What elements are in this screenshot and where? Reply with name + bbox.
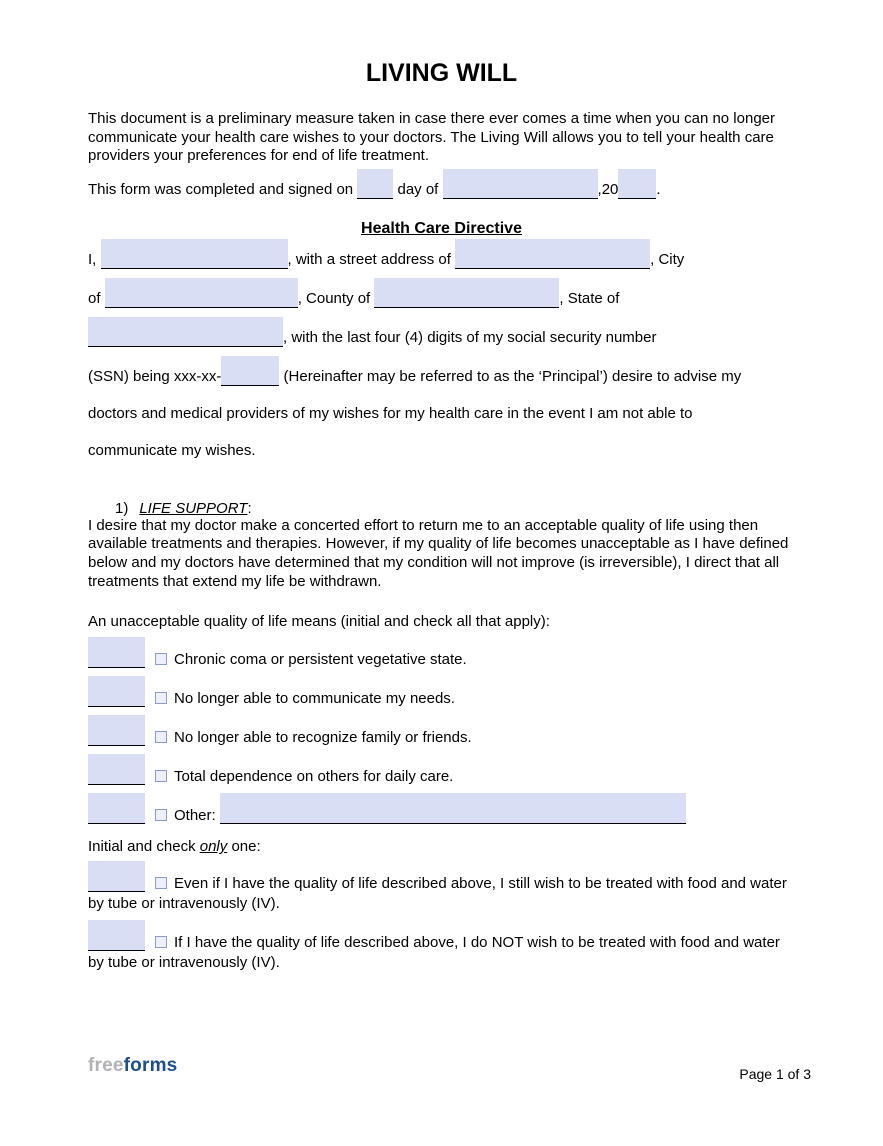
checkbox-feeding-no[interactable] [155, 936, 167, 948]
directive-line-6: communicate my wishes. [88, 441, 256, 459]
other-text-field[interactable] [220, 793, 686, 824]
page-number: Page 1 of 3 [739, 1066, 811, 1082]
option-row-feeding-no [88, 920, 795, 973]
option-label: Chronic coma or persistent vegetative state. [174, 651, 467, 669]
initial-field-feeding-yes[interactable] [88, 861, 145, 892]
signed-month-field[interactable] [443, 169, 598, 199]
signed-year-field[interactable] [618, 169, 656, 199]
prompt-post-text: one: [231, 838, 261, 856]
signed-date-line [88, 169, 795, 199]
checkbox-other[interactable] [155, 809, 167, 821]
option-label: Total dependence on others for daily care. [174, 768, 454, 786]
health-care-directive-heading: Health Care Directive [361, 219, 522, 237]
city-text: , City [650, 250, 685, 268]
checkbox-recognize-family[interactable] [155, 731, 167, 743]
initial-check-only-prompt [88, 838, 795, 855]
street-address-text: , with a street address of [287, 250, 451, 268]
initial-field-chronic-coma[interactable] [88, 637, 145, 668]
freeforms-logo [88, 1055, 177, 1077]
street-address-field[interactable] [455, 239, 650, 269]
option-label: Even if I have the quality of life described above, I still wish to be treated with food and water by tube or intravenously (IV). [88, 875, 787, 913]
option-label: Other: [174, 807, 216, 825]
signed-day-field[interactable] [357, 169, 393, 199]
page-title: LIVING WILL [365, 59, 518, 87]
only-emphasis-text: only [199, 838, 228, 856]
initial-field-recognize-family[interactable] [88, 715, 145, 746]
quality-of-life-prompt: An unacceptable quality of life means (initial and check all that apply): [88, 613, 550, 631]
option-row-chronic-coma [88, 637, 795, 668]
quality-options-list [88, 637, 795, 824]
checkbox-communicate-needs[interactable] [155, 692, 167, 704]
i-text: I, [88, 250, 97, 268]
directive-line-3 [88, 317, 795, 356]
of-text: of [88, 289, 101, 307]
logo-free-text: free [88, 1055, 124, 1076]
checkbox-chronic-coma[interactable] [155, 653, 167, 665]
prompt-pre-text: Initial and check [88, 838, 196, 856]
option-row-other [88, 793, 795, 824]
principal-name-field[interactable] [101, 239, 288, 269]
city-field[interactable] [105, 278, 298, 308]
year-20-text: ,20 [597, 180, 619, 198]
option-row-recognize-family [88, 715, 795, 746]
initial-field-total-dependence[interactable] [88, 754, 145, 785]
state-text: , State of [559, 289, 620, 307]
initial-field-feeding-no[interactable] [88, 920, 145, 951]
option-row-feeding-yes [88, 861, 795, 914]
option-label: If I have the quality of life described above, I do NOT wish to be treated with food and water by tube or intravenously (IV). [88, 934, 780, 972]
ssn-intro-text: , with the last four (4) digits of my social security number [283, 328, 657, 346]
period-text: . [656, 180, 661, 198]
directive-line-2 [88, 278, 795, 317]
option-label: No longer able to communicate my needs. [174, 690, 455, 708]
life-support-paragraph: I desire that my doctor make a concerted effort to return me to an acceptable quality of life using then available treatments and therapies. However, if my quality of life becomes unacceptable as I have defined below and my doctors have determined that my condition will not improve (is irreversible), I direct that all treatments that extend my life be withdrawn. [88, 516, 789, 590]
day-of-text: day of [397, 180, 439, 198]
section-number: 1) [115, 499, 129, 517]
section-colon: : [247, 499, 252, 517]
checkbox-feeding-yes[interactable] [155, 877, 167, 889]
option-label: No longer able to recognize family or friends. [174, 729, 472, 747]
option-row-communicate-needs [88, 676, 795, 707]
county-text: , County of [297, 289, 371, 307]
county-field[interactable] [374, 278, 559, 308]
option-row-total-dependence [88, 754, 795, 785]
checkbox-total-dependence[interactable] [155, 770, 167, 782]
state-field[interactable] [88, 317, 283, 347]
initial-field-communicate-needs[interactable] [88, 676, 145, 707]
ssn-prefix-text: (SSN) being xxx-xx- [88, 367, 222, 385]
initial-field-other[interactable] [88, 793, 145, 824]
signed-prefix-text: This form was completed and signed on [88, 180, 354, 198]
logo-forms-text: forms [123, 1055, 178, 1076]
intro-paragraph: This document is a preliminary measure taken in case there ever comes a time when you can no longer communicate your health care wishes to your doctors. The Living Will allows you to tell your health care providers your preferences for end of life treatment. [88, 110, 776, 165]
section-title: LIFE SUPPORT [139, 499, 248, 517]
principal-clause-text: (Hereinafter may be referred to as the ‘Principal’) desire to advise my [283, 367, 742, 385]
directive-line-1 [88, 239, 795, 278]
ssn-last4-field[interactable] [221, 356, 279, 386]
directive-line-4 [88, 356, 795, 395]
life-support-heading [88, 500, 795, 517]
directive-block [88, 239, 795, 469]
directive-line-5: doctors and medical providers of my wishes for my health care in the event I am not able to [88, 404, 693, 422]
